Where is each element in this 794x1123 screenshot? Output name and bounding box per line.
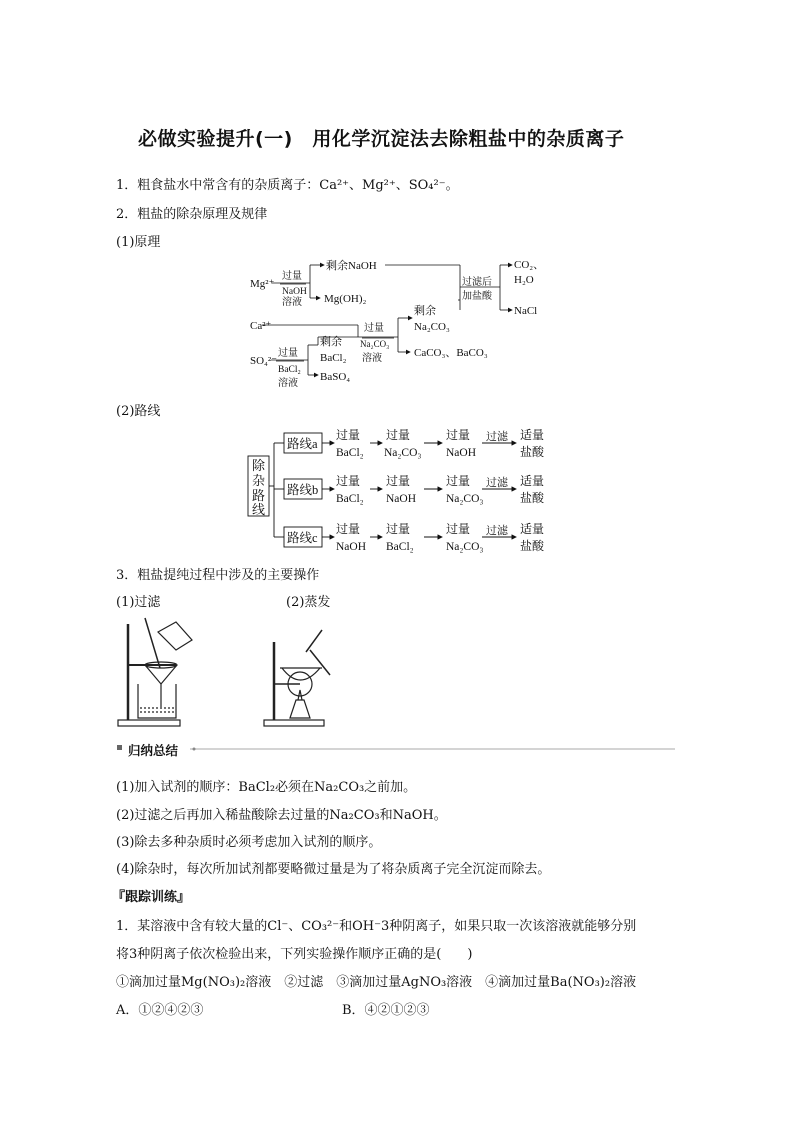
route-a-excess-1: 过量 xyxy=(336,428,361,442)
question-1-line-2: 将3种阴离子依次检验出来，下列实验操作顺序正确的是( ) xyxy=(116,947,473,962)
summary-item-1: (1)加入试剂的顺序：BaCl₂必须在Na₂CO₃之前加。 xyxy=(116,780,417,795)
caco3-baco3-label: CaCO₃、BaCO₃ xyxy=(414,347,488,359)
route-c-reagent-3: Na₂CO₃ xyxy=(446,541,484,553)
option-b[interactable]: B．④②①②③ xyxy=(342,1003,430,1018)
route-box-char-1: 除 xyxy=(252,458,266,473)
evaporation-label: (2)蒸发 xyxy=(286,595,331,610)
remain-na2co3-label: Na₂CO₃ xyxy=(414,321,450,333)
route-b-reagent-2: NaOH xyxy=(386,493,417,505)
route-c-appropriate: 适量 xyxy=(520,522,545,536)
mg-excess-label: 过量 xyxy=(282,271,302,282)
route-a-filter: 过滤 xyxy=(486,431,508,443)
route-box-char-2: 杂 xyxy=(252,473,266,488)
question-1-line-1: 1．某溶液中含有较大量的Cl⁻、CO₃²⁻和OH⁻3种阴离子，如果只取一次该溶液就能够分别 xyxy=(116,919,637,934)
route-a-excess-3: 过量 xyxy=(446,428,471,442)
mg-solution-label: 溶液 xyxy=(282,297,302,308)
so4-bacl2-label: BaCl₂ xyxy=(278,365,301,375)
route-b-name: 路线b xyxy=(287,483,319,497)
route-b-appropriate: 适量 xyxy=(520,474,545,488)
summary-item-3: (3)除去多种杂质时必须考虑加入试剂的顺序。 xyxy=(116,835,382,850)
na2co3-reagent-label: Na₂CO₃ xyxy=(360,339,390,349)
route-c-name: 路线c xyxy=(287,531,318,545)
summary-item-2: (2)过滤之后再加入稀盐酸除去过量的Na₂CO₃和NaOH。 xyxy=(116,808,447,823)
impurity-ions-text: 1．粗食盐水中常含有的杂质离子：Ca²⁺、Mg²⁺、SO₄²⁻。 xyxy=(116,178,459,193)
mg-ion-label: Mg²⁺ xyxy=(250,278,275,290)
route-b-excess-3: 过量 xyxy=(446,474,471,488)
na2co3-solution-label: 溶液 xyxy=(362,353,382,364)
principle-section-heading: 2．粗盐的除杂原理及规律 xyxy=(116,207,268,222)
mg-naoh-label: NaOH xyxy=(282,287,307,297)
filtration-label: (1)过滤 xyxy=(116,595,161,610)
route-a-reagent-1: BaCl₂ xyxy=(336,447,364,459)
route-b-reagent-3: Na₂CO₃ xyxy=(446,493,484,505)
page-title: 必做实验提升(一) 用化学沉淀法去除粗盐中的杂质离子 xyxy=(138,128,625,150)
add-hcl-label: 加盐酸 xyxy=(462,291,492,302)
co2-label: CO₂、 xyxy=(514,259,545,271)
route-c-excess-1: 过量 xyxy=(336,522,361,536)
route-a-name: 路线a xyxy=(287,437,318,451)
after-filter-label: 过滤后 xyxy=(462,277,492,288)
route-b-excess-2: 过量 xyxy=(386,474,411,488)
so4-ion-label: SO₄²⁻ xyxy=(250,355,278,367)
operations-heading: 3．粗盐提纯过程中涉及的主要操作 xyxy=(116,568,320,583)
route-a-reagent-2: Na₂CO₃ xyxy=(384,447,422,459)
route-box-char-4: 线 xyxy=(252,502,266,517)
route-label: (2)路线 xyxy=(116,404,161,419)
remain-naoh-label: 剩余NaOH xyxy=(326,260,377,272)
route-c-hcl: 盐酸 xyxy=(520,539,545,553)
route-box-char-3: 路 xyxy=(252,488,266,503)
route-a-hcl: 盐酸 xyxy=(520,445,545,459)
route-c-excess-3: 过量 xyxy=(446,522,471,536)
so4-excess-label: 过量 xyxy=(278,348,298,359)
route-a-appropriate: 适量 xyxy=(520,428,545,442)
route-c-reagent-1: NaOH xyxy=(336,541,367,553)
h2o-label: H₂O xyxy=(514,274,534,286)
remain-label-1: 剩余 xyxy=(320,336,342,348)
route-b-filter: 过滤 xyxy=(486,477,508,489)
route-c-filter: 过滤 xyxy=(486,525,508,537)
practice-heading: 『跟踪训练』 xyxy=(112,890,191,905)
remain-bacl2-label: BaCl₂ xyxy=(320,352,347,364)
route-b-excess-1: 过量 xyxy=(336,474,361,488)
na2co3-excess-label: 过量 xyxy=(364,323,384,334)
remain-label-2: 剩余 xyxy=(414,305,436,317)
nacl-label: NaCl xyxy=(514,305,538,317)
route-b-reagent-1: BaCl₂ xyxy=(336,493,364,505)
route-a-reagent-3: NaOH xyxy=(446,447,477,459)
route-c-reagent-2: BaCl₂ xyxy=(386,541,414,553)
question-1-steps: ①滴加过量Mg(NO₃)₂溶液 ②过滤 ③滴加过量AgNO₃溶液 ④滴加过量Ba(NO₃)₂溶液 xyxy=(116,975,637,990)
so4-solution-label: 溶液 xyxy=(278,378,298,389)
mgoh2-label: Mg(OH)₂ xyxy=(324,293,367,305)
summary-item-4: (4)除杂时，每次所加试剂都要略微过量是为了将杂质离子完全沉淀而除去。 xyxy=(116,862,551,877)
principle-label: (1)原理 xyxy=(116,235,161,250)
route-b-hcl: 盐酸 xyxy=(520,491,545,505)
route-a-excess-2: 过量 xyxy=(386,428,411,442)
summary-heading: 归纳总结 xyxy=(128,743,179,758)
baso4-label: BaSO₄ xyxy=(320,371,351,383)
ca-ion-label: Ca²⁺ xyxy=(250,320,272,332)
option-a[interactable]: A．①②④②③ xyxy=(116,1003,204,1018)
route-c-excess-2: 过量 xyxy=(386,522,411,536)
